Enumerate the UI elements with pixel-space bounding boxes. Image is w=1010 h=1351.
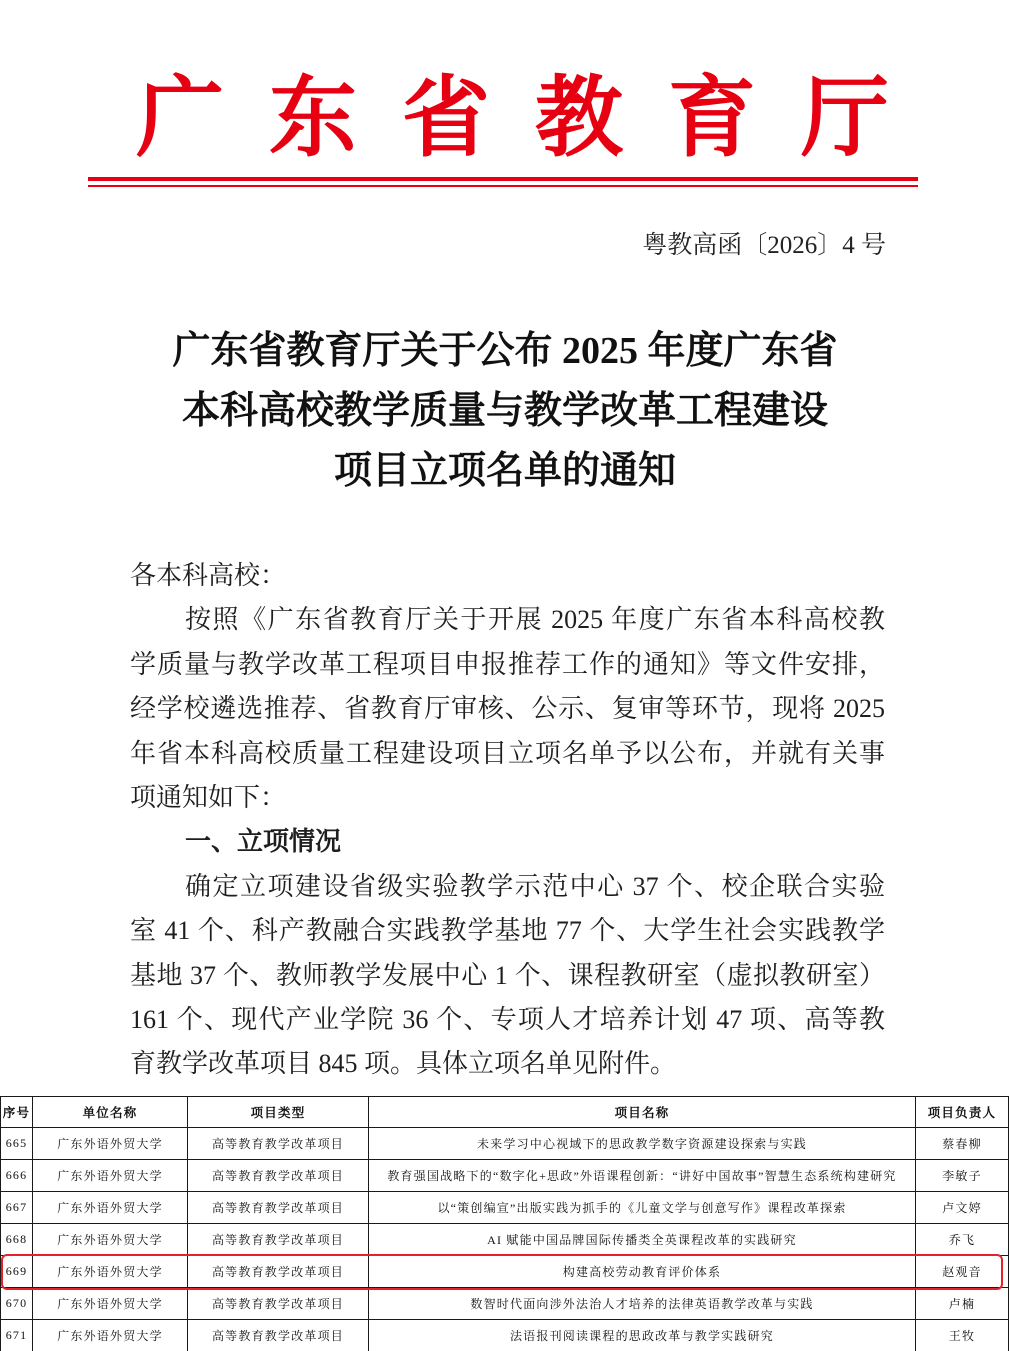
salutation: 各本科高校： <box>130 561 287 590</box>
project-name-cell: 教育强国战略下的“数字化+思政”外语课程创新：“讲好中国故事”智慧生态系统构建研究 <box>369 1160 916 1192</box>
paragraph-line: 学质量与教学改革工程项目申报推荐工作的通知》等文件安排， <box>130 649 885 679</box>
issuing-agency-header: 广东省教育厅 <box>136 71 935 168</box>
paragraph-line: 育教学改革项目 845 项。具体立项名单见附件。 <box>130 1049 677 1079</box>
unit-name-cell: 广东外语外贸大学 <box>33 1320 188 1351</box>
paragraph-line: 经学校遴选推荐、省教育厅审核、公示、复审等环节，现将 2025 <box>130 694 885 724</box>
project-name-cell: 数智时代面向涉外法治人才培养的法律英语教学改革与实践 <box>369 1288 916 1320</box>
row-number-cell: 669 <box>1 1256 33 1288</box>
table-row <box>1 1320 1009 1351</box>
project-type-cell: 高等教育教学改革项目 <box>188 1256 369 1288</box>
unit-name-cell: 广东外语外贸大学 <box>33 1192 188 1224</box>
project-name-cell: 以“策创编宣”出版实践为抓手的《儿童文学与创意写作》课程改革探索 <box>369 1192 916 1224</box>
row-number-cell: 666 <box>1 1160 33 1192</box>
title-line: 广东省教育厅关于公布 2025 年度广东省 <box>172 330 838 372</box>
project-leader-cell: 卢文婷 <box>916 1192 1009 1224</box>
row-number-cell: 670 <box>1 1288 33 1320</box>
table-header-row <box>1 1097 1009 1128</box>
title-line: 项目立项名单的通知 <box>333 450 676 492</box>
project-type-cell: 高等教育教学改革项目 <box>188 1320 369 1351</box>
column-header-project-name: 项目名称 <box>369 1097 916 1128</box>
document-body <box>130 554 885 1087</box>
project-type-cell: 高等教育教学改革项目 <box>188 1224 369 1256</box>
table-row <box>1 1288 1009 1320</box>
project-type-cell: 高等教育教学改革项目 <box>188 1288 369 1320</box>
project-leader-cell: 王牧 <box>916 1320 1009 1351</box>
unit-name-cell: 广东外语外贸大学 <box>33 1224 188 1256</box>
column-header-leader: 项目负责人 <box>916 1097 1009 1128</box>
project-leader-cell: 赵观音 <box>916 1256 1009 1288</box>
project-leader-cell: 蔡春柳 <box>916 1128 1009 1160</box>
paragraph-line: 基地 37 个、教师教学发展中心 1 个、课程教研室（虚拟教研室） <box>130 960 885 990</box>
table-row <box>1 1128 1009 1160</box>
column-header-type: 项目类型 <box>188 1097 369 1128</box>
row-number-cell: 671 <box>1 1320 33 1351</box>
row-number-cell: 668 <box>1 1224 33 1256</box>
row-number-cell: 667 <box>1 1192 33 1224</box>
red-header-rule-thin <box>88 185 918 187</box>
project-name-cell: AI 赋能中国品牌国际传播类全英课程改革的实践研究 <box>369 1224 916 1256</box>
project-leader-cell: 乔飞 <box>916 1224 1009 1256</box>
project-list-table <box>0 1096 1009 1351</box>
unit-name-cell: 广东外语外贸大学 <box>33 1128 188 1160</box>
table-row <box>1 1160 1009 1192</box>
project-type-cell: 高等教育教学改革项目 <box>188 1160 369 1192</box>
unit-name-cell: 广东外语外贸大学 <box>33 1288 188 1320</box>
paragraph-line: 按照《广东省教育厅关于开展 2025 年度广东省本科高校教 <box>185 605 885 635</box>
section-heading: 一、立项情况 <box>185 827 342 858</box>
project-leader-cell: 李敏子 <box>916 1160 1009 1192</box>
project-name-cell: 未来学习中心视域下的思政教学数字资源建设探索与实践 <box>369 1128 916 1160</box>
table-row <box>1 1256 1009 1288</box>
red-header-rule <box>88 177 918 181</box>
paragraph-line: 确定立项建设省级实验教学示范中心 37 个、校企联合实验 <box>185 871 885 901</box>
project-type-cell: 高等教育教学改革项目 <box>188 1128 369 1160</box>
paragraph-line: 161 个、现代产业学院 36 个、专项人才培养计划 47 项、高等教 <box>130 1004 885 1034</box>
paragraph-line: 项通知如下： <box>130 782 287 812</box>
column-header-no: 序号 <box>1 1097 33 1128</box>
title-line: 本科高校教学质量与教学改革工程建设 <box>181 390 828 432</box>
project-leader-cell: 卢楠 <box>916 1288 1009 1320</box>
unit-name-cell: 广东外语外贸大学 <box>33 1160 188 1192</box>
table-row <box>1 1192 1009 1224</box>
paragraph-line: 年省本科高校质量工程建设项目立项名单予以公布，并就有关事 <box>130 738 885 768</box>
document-title <box>0 321 1010 501</box>
unit-name-cell: 广东外语外贸大学 <box>33 1256 188 1288</box>
row-number-cell: 665 <box>1 1128 33 1160</box>
project-name-cell: 构建高校劳动教育评价体系 <box>369 1256 916 1288</box>
table-row <box>1 1224 1009 1256</box>
paragraph-line: 室 41 个、科产教融合实践教学基地 77 个、大学生社会实践教学 <box>130 916 885 946</box>
project-name-cell: 法语报刊阅读课程的思政改革与教学实践研究 <box>369 1320 916 1351</box>
column-header-unit: 单位名称 <box>33 1097 188 1128</box>
document-number: 粤教高函〔2026〕4 号 <box>642 232 886 259</box>
project-type-cell: 高等教育教学改革项目 <box>188 1192 369 1224</box>
